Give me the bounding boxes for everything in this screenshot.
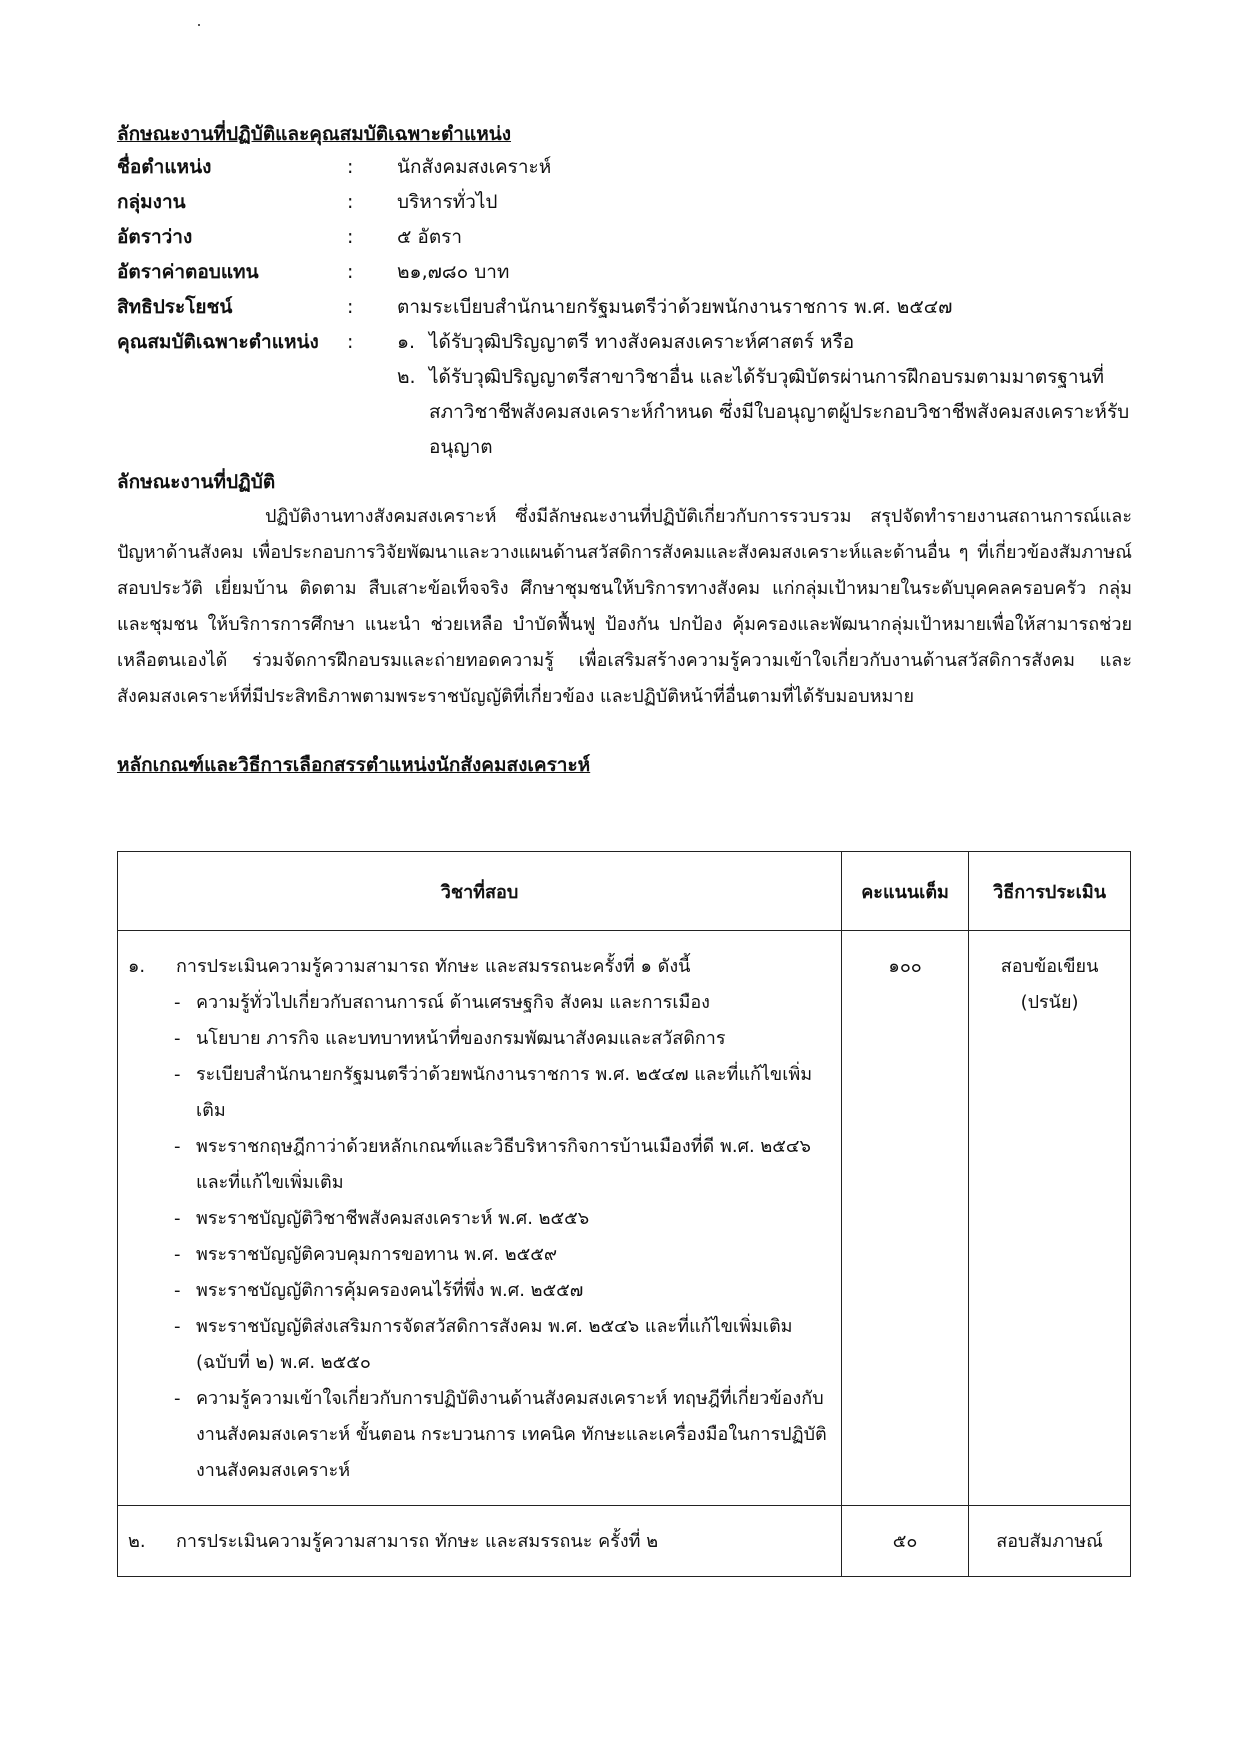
qualification-list [397, 325, 1132, 465]
subject-bullet [128, 1237, 833, 1273]
field-colon: : [347, 261, 354, 283]
subject-bullet [128, 1057, 833, 1129]
method-note: (ปรนัย) [1020, 992, 1079, 1013]
qualification-text: ได้รับวุฒิปริญญาตรี ทางสังคมสงเคราะห์ศาสตร์ หรือ [429, 331, 855, 353]
table-row [118, 1506, 1131, 1577]
field-label: อัตราค่าตอบแทน [117, 261, 259, 283]
duties-paragraph: ปฏิบัติงานทางสังคมสงเคราะห์ ซึ่งมีลักษณะงานที่ปฏิบัติเกี่ยวกับการรวบรวม สรุปจัดทำรายงานสถานการณ์และปัญหาด้านสังคม เพื่อประกอบการวิจัยพัฒนาและวางแผนด้านสวัสดิการสังคมและสังคมสงเคราะห์และด้านอื่น ๆ ที่เกี่ยวข้องสัมภาษณ์ สอบประวัติ เยี่ยมบ้าน ติดตาม สืบเสาะข้อเท็จจริง ศึกษาชุมชนให้บริการทางสังคม แก่กลุ่มเป้าหมายในระดับบุคคลครอบครัว กลุ่ม และชุมชน ให้บริการการศึกษา แนะนำ ช่วยเหลือ บำบัดฟื้นฟู ป้องกัน ปกป้อง คุ้มครองและพัฒนากลุ่มเป้าหมายเพื่อให้สามารถช่วยเหลือตนเองได้ ร่วมจัดการฝึกอบรมและถ่ายทอดความรู้ เพื่อเสริมสร้างความรู้ความเข้าใจเกี่ยวกับงานด้านสวัสดิการสังคม และสังคมสงเคราะห์ที่มีประสิทธิภาพตามพระราชบัญญัติที่เกี่ยวข้อง และปฏิบัติหน้าที่อื่นตามที่ได้รับมอบหมาย [117, 506, 1132, 707]
field-colon: : [347, 156, 354, 178]
field-label: คุณสมบัติเฉพาะตำแหน่ง [117, 331, 319, 353]
bullet-dash: - [174, 1244, 181, 1265]
subject-bullet [128, 1129, 833, 1201]
section-title-selection-criteria: หลักเกณฑ์และวิธีการเลือกสรรตำแหน่งนักสังคมสงเคราะห์ [117, 754, 591, 776]
bullet-dash: - [174, 1028, 181, 1049]
section-title-duties-qualifications: ลักษณะงานที่ปฏิบัติและคุณสมบัติเฉพาะตำแหน่ง [117, 123, 512, 145]
field-colon: : [347, 331, 354, 353]
field-qualifications [117, 325, 1132, 465]
bullet-text: พระราชบัญญัติควบคุมการขอทาน พ.ศ. ๒๕๕๙ [196, 1244, 558, 1265]
full-score-cell: ๑๐๐ [842, 931, 969, 1506]
subject-bullet [128, 1309, 833, 1381]
position-fields [117, 150, 1132, 465]
subject-cell [118, 1506, 842, 1577]
field-label: อัตราว่าง [117, 226, 193, 248]
method-text: สอบข้อเขียน [1000, 956, 1099, 977]
subject-title: การประเมินความรู้ความสามารถ ทักษะ และสมรรถนะ ครั้งที่ ๒ [176, 1531, 659, 1552]
table-header-row [118, 852, 1131, 931]
field-value: ๕ อัตรา [397, 226, 463, 248]
method-cell [969, 1506, 1131, 1577]
subject-bullet [128, 1273, 833, 1309]
bullet-text: ความรู้ทั่วไปเกี่ยวกับสถานการณ์ ด้านเศรษฐกิจ สังคม และการเมือง [196, 992, 710, 1013]
field-colon: : [347, 296, 354, 318]
bullet-text: ความรู้ความเข้าใจเกี่ยวกับการปฏิบัติงานด้านสังคมสงเคราะห์ ทฤษฎีที่เกี่ยวข้องกับงานสังคมสงเคราะห์ ขั้นตอน กระบวนการ เทคนิค ทักษะและเครื่องมือในการปฏิบัติงานสังคมสงเคราะห์ [196, 1388, 827, 1481]
bullet-text: พระราชบัญญัติวิชาชีพสังคมสงเคราะห์ พ.ศ. ๒๕๕๖ [196, 1208, 590, 1229]
bullet-dash: - [174, 992, 181, 1013]
subject-number: ๑. [128, 956, 146, 977]
bullet-dash: - [174, 1316, 181, 1337]
subject-bullet [128, 1381, 833, 1489]
field-label: กลุ่มงาน [117, 191, 186, 213]
subject-title: การประเมินความรู้ความสามารถ ทักษะ และสมรรถนะครั้งที่ ๑ ดังนี้ [176, 956, 691, 977]
bullet-dash: - [174, 1208, 181, 1229]
method-cell [969, 931, 1131, 1506]
full-score-cell: ๕๐ [842, 1506, 969, 1577]
qualification-number: ๒. [397, 366, 416, 388]
field-benefits [117, 290, 1132, 325]
field-value: ตามระเบียบสำนักนายกรัฐมนตรีว่าด้วยพนักงานราชการ พ.ศ. ๒๕๔๗ [397, 296, 953, 318]
selection-criteria-table [117, 851, 1131, 1577]
subject-bullet [128, 985, 833, 1021]
bullet-text: นโยบาย ภารกิจ และบทบาทหน้าที่ของกรมพัฒนาสังคมและสวัสดิการ [196, 1028, 726, 1049]
field-position-name [117, 150, 1132, 185]
subject-cell [118, 931, 842, 1506]
field-label: สิทธิประโยชน์ [117, 296, 233, 318]
qualification-text: ได้รับวุฒิปริญญาตรีสาขาวิชาอื่น และได้รับวุฒิบัตรผ่านการฝึกอบรมตามมาตรฐานที่สภาวิชาชีพสังคมสงเคราะห์กำหนด ซึ่งมีใบอนุญาตผู้ประกอบวิชาชีพสังคมสงเคราะห์รับอนุญาต [429, 366, 1130, 458]
field-value: นักสังคมสงเคราะห์ [397, 156, 552, 178]
document-page [117, 118, 1132, 781]
field-salary [117, 255, 1132, 290]
field-value: ๒๑,๗๘๐ บาท [397, 261, 510, 283]
header-assessment-method: วิธีการประเมิน [969, 852, 1131, 931]
field-vacancies [117, 220, 1132, 255]
bullet-dash: - [174, 1280, 181, 1301]
bullet-dash: - [174, 1136, 181, 1157]
qualification-item [397, 360, 1132, 465]
field-value: บริหารทั่วไป [397, 191, 498, 213]
subject-main [128, 949, 833, 985]
scan-speck [198, 24, 200, 26]
header-subject: วิชาที่สอบ [118, 852, 842, 931]
field-colon: : [347, 191, 354, 213]
subject-main [128, 1524, 833, 1560]
subject-bullet [128, 1201, 833, 1237]
field-work-group [117, 185, 1132, 220]
table-row [118, 931, 1131, 1506]
qualification-item [397, 325, 1132, 360]
bullet-text: ระเบียบสำนักนายกรัฐมนตรีว่าด้วยพนักงานราชการ พ.ศ. ๒๕๔๗ และที่แก้ไขเพิ่มเติม [196, 1064, 813, 1121]
duties-heading: ลักษณะงานที่ปฏิบัติ [117, 471, 276, 493]
header-full-score: คะแนนเต็ม [842, 852, 969, 931]
bullet-text: พระราชบัญญัติส่งเสริมการจัดสวัสดิการสังคม พ.ศ. ๒๕๔๖ และที่แก้ไขเพิ่มเติม (ฉบับที่ ๒) พ.ศ. ๒๕๕๐ [196, 1316, 793, 1373]
bullet-text: พระราชกฤษฎีกาว่าด้วยหลักเกณฑ์และวิธีบริหารกิจการบ้านเมืองที่ดี พ.ศ. ๒๕๔๖ และที่แก้ไขเพิ่มเติม [196, 1136, 811, 1193]
field-colon: : [347, 226, 354, 248]
bullet-dash: - [174, 1388, 181, 1409]
subject-number: ๒. [128, 1531, 146, 1552]
field-label: ชื่อตำแหน่ง [117, 156, 212, 178]
bullet-text: พระราชบัญญัติการคุ้มครองคนไร้ที่พึ่ง พ.ศ. ๒๕๕๗ [196, 1280, 584, 1301]
qualification-number: ๑. [397, 331, 416, 353]
bullet-dash: - [174, 1064, 181, 1085]
subject-bullet [128, 1021, 833, 1057]
method-text: สอบสัมภาษณ์ [996, 1531, 1103, 1552]
